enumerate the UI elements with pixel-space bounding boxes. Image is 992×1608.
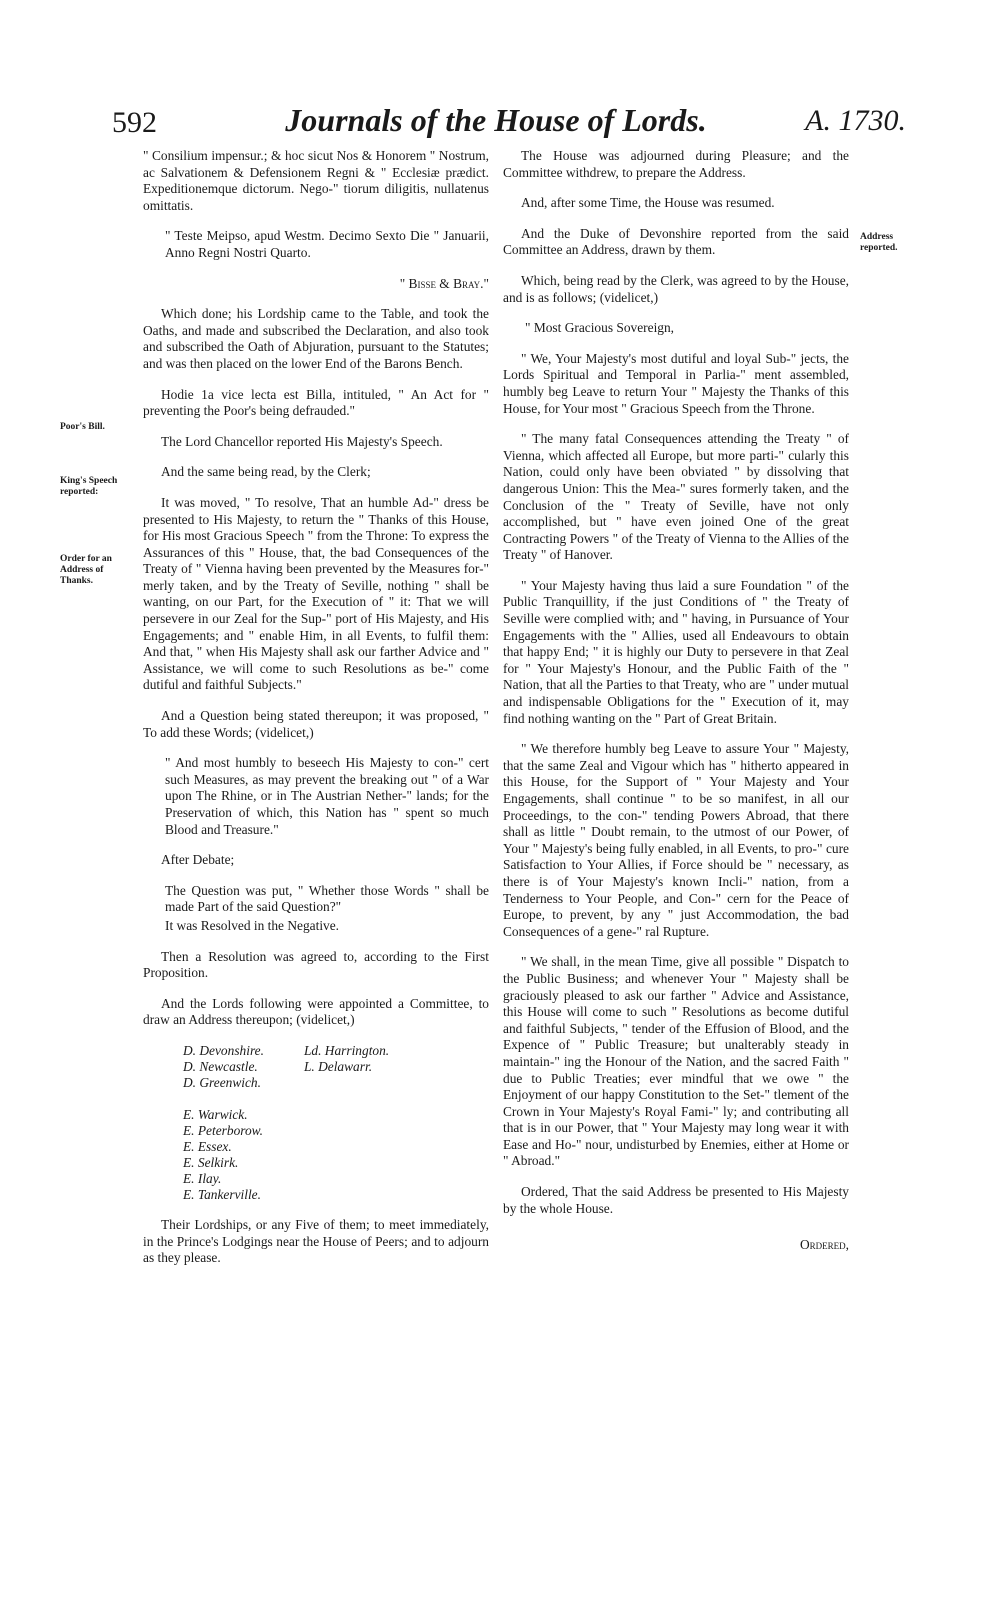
address-salutation: " Most Gracious Sovereign, bbox=[525, 320, 675, 336]
right-column bbox=[503, 148, 849, 1254]
committee-member: L. Delawarr. bbox=[303, 1058, 373, 1074]
committee-names bbox=[183, 1043, 489, 1203]
address-paragraph-4: " We therefore humbly beg Leave to assure Your " Majesty, that the same Zeal and Vigour which has " hitherto appeared in this House, for the Support of " Your Majesty and Your Engagements, shall continue " to be so manifest, in all our Proceedings, to the con-" tending Powers Abroad, that there shall as little " Doubt remain, to the utmost of our Power, of Your " Majesty's being fully enabled, in all Events, to pro-" cure Satisfaction to Your Allies, if Force should be " necessary, as there is of Your Majesty's known Incli-" nation, from a Tenderness to Your People, and Con-" cern for the Peace of Europe, to prevent, by any " just Accommodation, the bad Consequences of a gene-" ral Rupture. bbox=[503, 741, 849, 939]
catchword: Ordered, bbox=[799, 1237, 849, 1253]
writ-teste: " Teste Meipso, apud Westm. Decimo Sexto Die " Januarii, Anno Regni Nostri Quarto. bbox=[165, 228, 489, 260]
names-column-2 bbox=[304, 1043, 389, 1203]
proposed-words-paragraph: " And most humbly to beseech His Majesty to con-" cert such Measures, as may prevent the breaking out " of a War upon The Rhine, or in The Austrian Nether-" lands; for the Preservation of which, this Nation has " spent so much Blood and Treasure." bbox=[165, 755, 489, 837]
devonshire-reported-paragraph: And the Duke of Devonshire reported from the said Committee an Address, drawn by them. bbox=[503, 225, 849, 258]
committee-paragraph: And the Lords following were appointed a Committee, to draw an Address thereupon; (videlicet,) bbox=[143, 995, 489, 1028]
address-paragraph-3: " Your Majesty having thus laid a sure Foundation " of the Public Tranquillity, if the just Conditions of " the Treaty of Seville were complied with; and " having, in Pursuance of Your Engagements with the " Allies, used all Endeavours to obtain that happy End; " it is highly our Duty to persevere in that Zeal for " Your Majesty's Honour, and the Public Faith of the " Nation, that all the Parties to that Treaty, who are " under mutual and indispensable Obligations for the " Execution of it, may find nothing wanting on the " Part of Great Britain. bbox=[503, 577, 849, 726]
margin-note-kings-speech: King's Speech reported: bbox=[60, 476, 118, 497]
committee-member: D. Devonshire. bbox=[183, 1042, 264, 1058]
address-paragraph-1: " We, Your Majesty's most dutiful and loyal Sub-" jects, the Lords Spiritual and Temporal in Parlia-" ment assembled, humbly beg Leave to return Your " Majesty the Thanks of this House, for Your most " Gracious Speech from the Throne. bbox=[503, 350, 849, 416]
left-column bbox=[143, 148, 489, 1281]
committee-member: E. Peterborow. bbox=[183, 1122, 263, 1138]
after-debate: After Debate; bbox=[161, 852, 235, 868]
question-put: The Question was put, " Whether those Words " shall be made Part of the said Question?" bbox=[165, 882, 489, 915]
speech-read-paragraph: And the same being read, by the Clerk; bbox=[161, 464, 371, 480]
poors-bill-paragraph: Hodie 1a vice lecta est Billa, intituled, " An Act for " preventing the Poor's being defrauded." bbox=[143, 386, 489, 419]
motion-paragraph: It was moved, " To resolve, That an humble Ad-" dress be presented to His Majesty, to return the " Thanks of this House, for His most Gracious Speech " from the Throne: To express the Assurances of this " House, that, the bad Consequences of the Treaty of " Vienna having been prevented by the Measures for-" merly taken, and by the Treaty of Seville, nothing " shall be wanting, on our Part, for the Execution of " it: That we will persevere in our Zeal for the Sup-" port of His Majesty, and His Engagements; and " enable Him, in all Events, to fulfil them: And that, " when His Majesty shall ask our farther Advice and " Assistance, we will come to such Resolutions as be-" come dutiful and faithful Subjects." bbox=[143, 494, 489, 693]
address-read-paragraph: Which, being read by the Clerk, was agreed to by the House, and is as follows; (videlicet,) bbox=[503, 272, 849, 305]
page-number: 592 bbox=[112, 106, 157, 139]
resolved-negative: It was Resolved in the Negative. bbox=[165, 917, 340, 933]
committee-member: D. Greenwich. bbox=[183, 1074, 261, 1090]
address-paragraph-5: " We shall, in the mean Time, give all possible " Dispatch to the Public Business; and whenever Your " Majesty shall be graciously pleased to ask our farther " Advice and Assistance, this House will come to such " Resolutions as become dutiful and faithful Subjects, " tender of the Effusion of Blood, and the Expence of " Public Treasure; but unalterably steady in maintain-" ing the Honour of the Nation, and the sacred Faith " due to Public Treaties; ever mindful that we owe " the Enjoyment of our happy Constitution to the Set-" tlement of the Crown in Your Majesty's Royal Fami-" ly; and contributing all that is in our Power, that " Your Majesty may long wear it with Ease and Ho-" nour, undisturbed by Enemies, either at Home or " Abroad." bbox=[503, 954, 849, 1169]
page-header bbox=[0, 102, 992, 142]
names-column-1 bbox=[183, 1043, 264, 1203]
committee-member: Ld. Harrington. bbox=[303, 1042, 390, 1058]
oaths-paragraph: Which done; his Lordship came to the Table, and took the Oaths, and made and subscribed the Declaration, and also took and subscribed the Oath of Abjuration, pursuant to the Statutes; and was then placed on the lower End of the Barons Bench. bbox=[143, 306, 489, 371]
committee-member: E. Selkirk. bbox=[183, 1154, 239, 1170]
kings-speech-paragraph: The Lord Chancellor reported His Majesty's Speech. bbox=[161, 433, 443, 449]
committee-member: E. Warwick. bbox=[183, 1106, 248, 1122]
margin-note-order-address: Order for an Address of Thanks. bbox=[60, 554, 112, 586]
ordered-paragraph: Ordered, That the said Address be presented to His Majesty by the whole House. bbox=[503, 1184, 849, 1216]
page-year: A. 1730. bbox=[805, 104, 906, 137]
address-paragraph-2: " The many fatal Consequences attending the Treaty " of Vienna, which affected all Europe, but more parti-" cularly this Nation, could only have been obviated " by dissolving that dangerous Union: This the Mea-" sures formerly taken, and the Conclusion of the " Treaty of Seville, have not only accomplished, but " have even joined One of the great Contracting Powers " of the Treaty of Vienna to the Allies of the Treaty " of Hanover. bbox=[503, 431, 849, 563]
margin-note-poors-bill: Poor's Bill. bbox=[60, 422, 105, 432]
committee-member: E. Tankerville. bbox=[183, 1186, 261, 1202]
page-title: Journals of the House of Lords. bbox=[285, 102, 707, 138]
writ-closing-text: " Consilium impensur.; & hoc sicut Nos & Honorem " Nostrum, ac Salvationem & Defensionem Regni & " Ecclesiæ prædict. Expeditionemque dictorum. Nego-" tiorum diligitis, nullatenus omittatis. bbox=[143, 148, 489, 213]
lordships-paragraph: Their Lordships, or any Five of them; to meet immediately, in the Prince's Lodgings near the House of Peers; and to adjourn as they please. bbox=[143, 1216, 489, 1266]
writ-signatories: " Bisse & Bray." bbox=[399, 275, 489, 291]
resolution-paragraph: Then a Resolution was agreed to, according to the First Proposition. bbox=[143, 948, 489, 981]
committee-member bbox=[183, 1091, 264, 1107]
committee-member: E. Essex. bbox=[183, 1138, 232, 1154]
committee-member: D. Newcastle. bbox=[183, 1058, 258, 1074]
resumed-paragraph: And, after some Time, the House was resumed. bbox=[521, 195, 775, 211]
adjourned-paragraph: The House was adjourned during Pleasure; and the Committee withdrew, to prepare the Address. bbox=[503, 148, 849, 180]
committee-member: E. Ilay. bbox=[183, 1170, 222, 1186]
margin-note-address-reported: Address reported. bbox=[860, 232, 898, 253]
question-paragraph: And a Question being stated thereupon; it was proposed, " To add these Words; (videlicet,) bbox=[143, 708, 489, 740]
